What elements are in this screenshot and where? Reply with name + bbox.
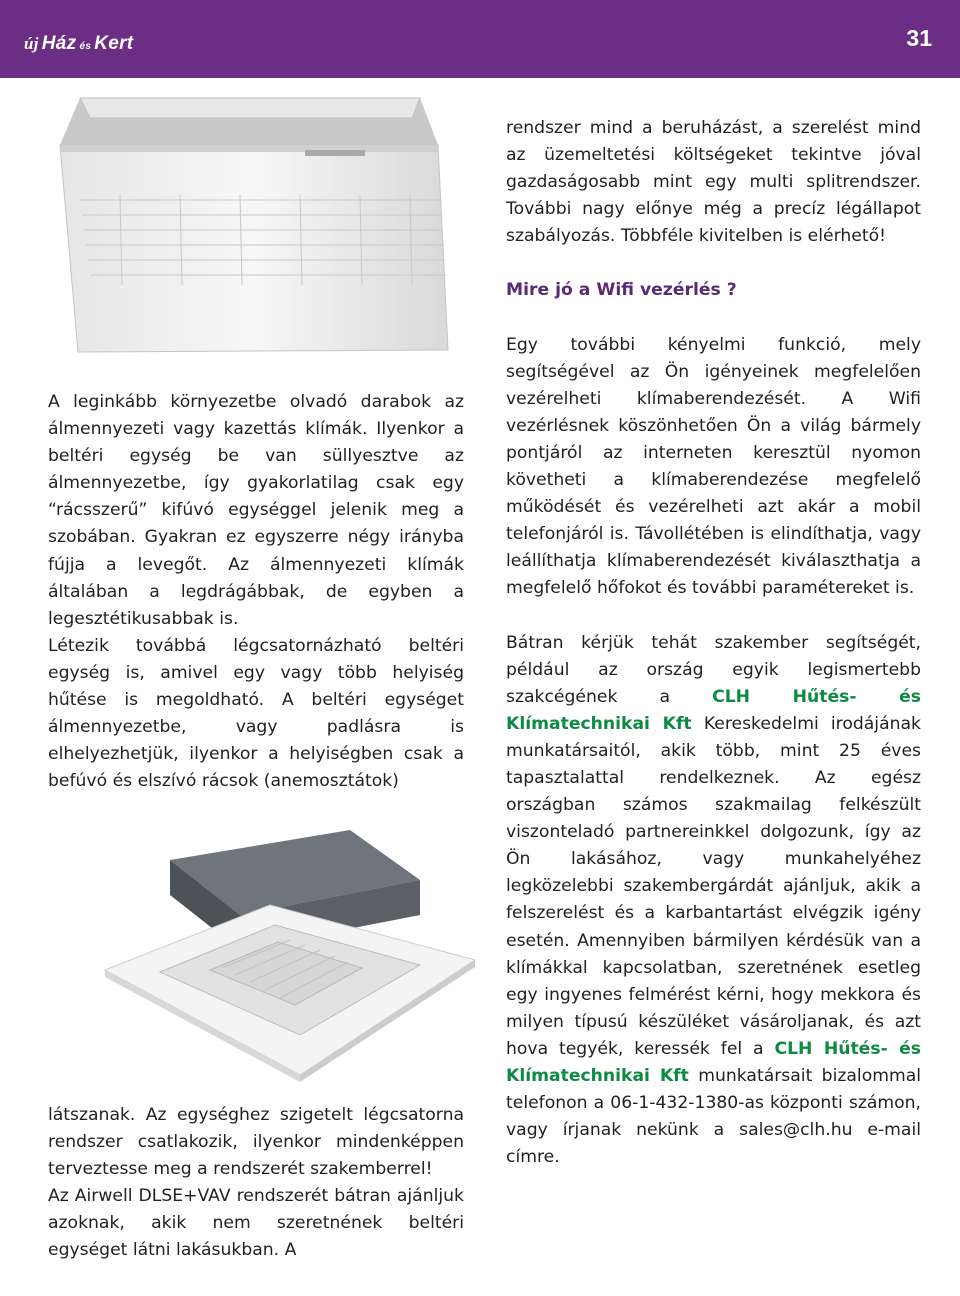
left-column-bottom bbox=[48, 1102, 464, 1265]
paragraph: Létezik továbbá légcsatornázható beltéri egység is, amivel egy vagy több helyiség hűtése is megoldható. A beltéri egységet álmennyezetbe, vagy padlásra is elhelyezhetjük, ilyenkor a helyiségben csak a befúvó és elszívó rácsok (anemosztátok) bbox=[48, 635, 464, 792]
company-name: CLH Hűtés- és Klímatechnikai Kft bbox=[506, 1038, 921, 1086]
left-column-top bbox=[48, 389, 464, 795]
paragraph: Az Airwell DLSE+VAV rendszerét bátran ajánljuk azoknak, akik nem szeretnének beltéri egységet látni lakásukban. A bbox=[48, 1186, 464, 1261]
page-number: 31 bbox=[906, 25, 932, 51]
section-heading: Mire jó a Wifi vezérlés ? bbox=[506, 280, 737, 301]
right-column bbox=[506, 115, 921, 1171]
page-header bbox=[0, 0, 960, 78]
paragraph: A leginkább környezetbe olvadó darabok az álmennyezeti vagy kazettás klímák. Ilyenkor a beltéri egység be van süllyesztve az álmennyezetbe, így gyakorlatilag csak egy “rácsszerű” kifúvó egységgel jelenik meg a szobában. Gyakran ez egyszerre négy irányba fújja a levegőt. Az álmennyezeti klímák általában a legdrágábbak, de egyben a legesztétikusabbak is. bbox=[48, 392, 464, 629]
paragraph: rendszer mind a beruházást, a szerelést mind az üzemeltetési költségeket tekintve jóval gazdaságosabb mint egy multi splitrendszer. További nagy előnye még a precíz légállapot szabályozás. Többféle kivitelben is elérhető! bbox=[506, 118, 921, 247]
paragraph: Bátran kérjük tehát szakember segítségét, például az ország egyik legismertebb szakcégének a CLH Hűtés- és Klímatechnikai Kft Kereskedelmi irodájának munkatársaitól, akik több, mint 25 éves tapasztalattal rendelkeznek. Az egész országban számos szakmailag felkészült viszonteladó partnereinkkel dolgozunk, így az Ön lakásához, vagy munkahelyéhez legközelebbi szakembergárdát ajánljuk, akik a felszerelést és a karbantartást elvégzik igény esetén. Amennyiben bármilyen kérdésük van a klímákkal kapcsolatban, szeretnének esetleg egy ingyenes felmérést kérni, hogy mekkora és milyen típusú készüléket vásároljanak, és azt hova tegyék, keressék fel a CLH Hűtés- és Klímatechnikai Kft munkatársait bizalommal telefonon a 06-1-432-1380-as központi számon, vagy írjanak nekünk a sales@clh.hu e-mail címre. bbox=[506, 632, 922, 1168]
ceiling-ac-unit-image bbox=[50, 90, 470, 360]
magazine-logo: új Ház és Kert bbox=[24, 33, 134, 54]
company-name: CLH Hűtés- és Klímatechnikai Kft bbox=[506, 686, 922, 734]
cassette-ac-unit-image bbox=[100, 820, 480, 1100]
paragraph: Egy további kényelmi funkció, mely segítségével az Ön igényeinek megfelelően vezérelheti klímaberendezését. A Wifi vezérlésnek köszönhetően Ön a világ bármely pontjáról az interneten keresztül nyomon követheti a klímaberendezése megfelelő működését és vezérelheti azt akár a mobil telefonjáról is. Távollétében is elindíthatja, vagy leállíthatja klímaberendezését kiválaszthatja a megfelelő hőfokot és további paramétereket is. bbox=[506, 334, 921, 599]
paragraph: látszanak. Az egységhez szigetelt légcsatorna rendszer csatlakozik, ilyenkor mindenképpen terveztesse meg a rendszerét szakemberrel! bbox=[48, 1105, 464, 1180]
